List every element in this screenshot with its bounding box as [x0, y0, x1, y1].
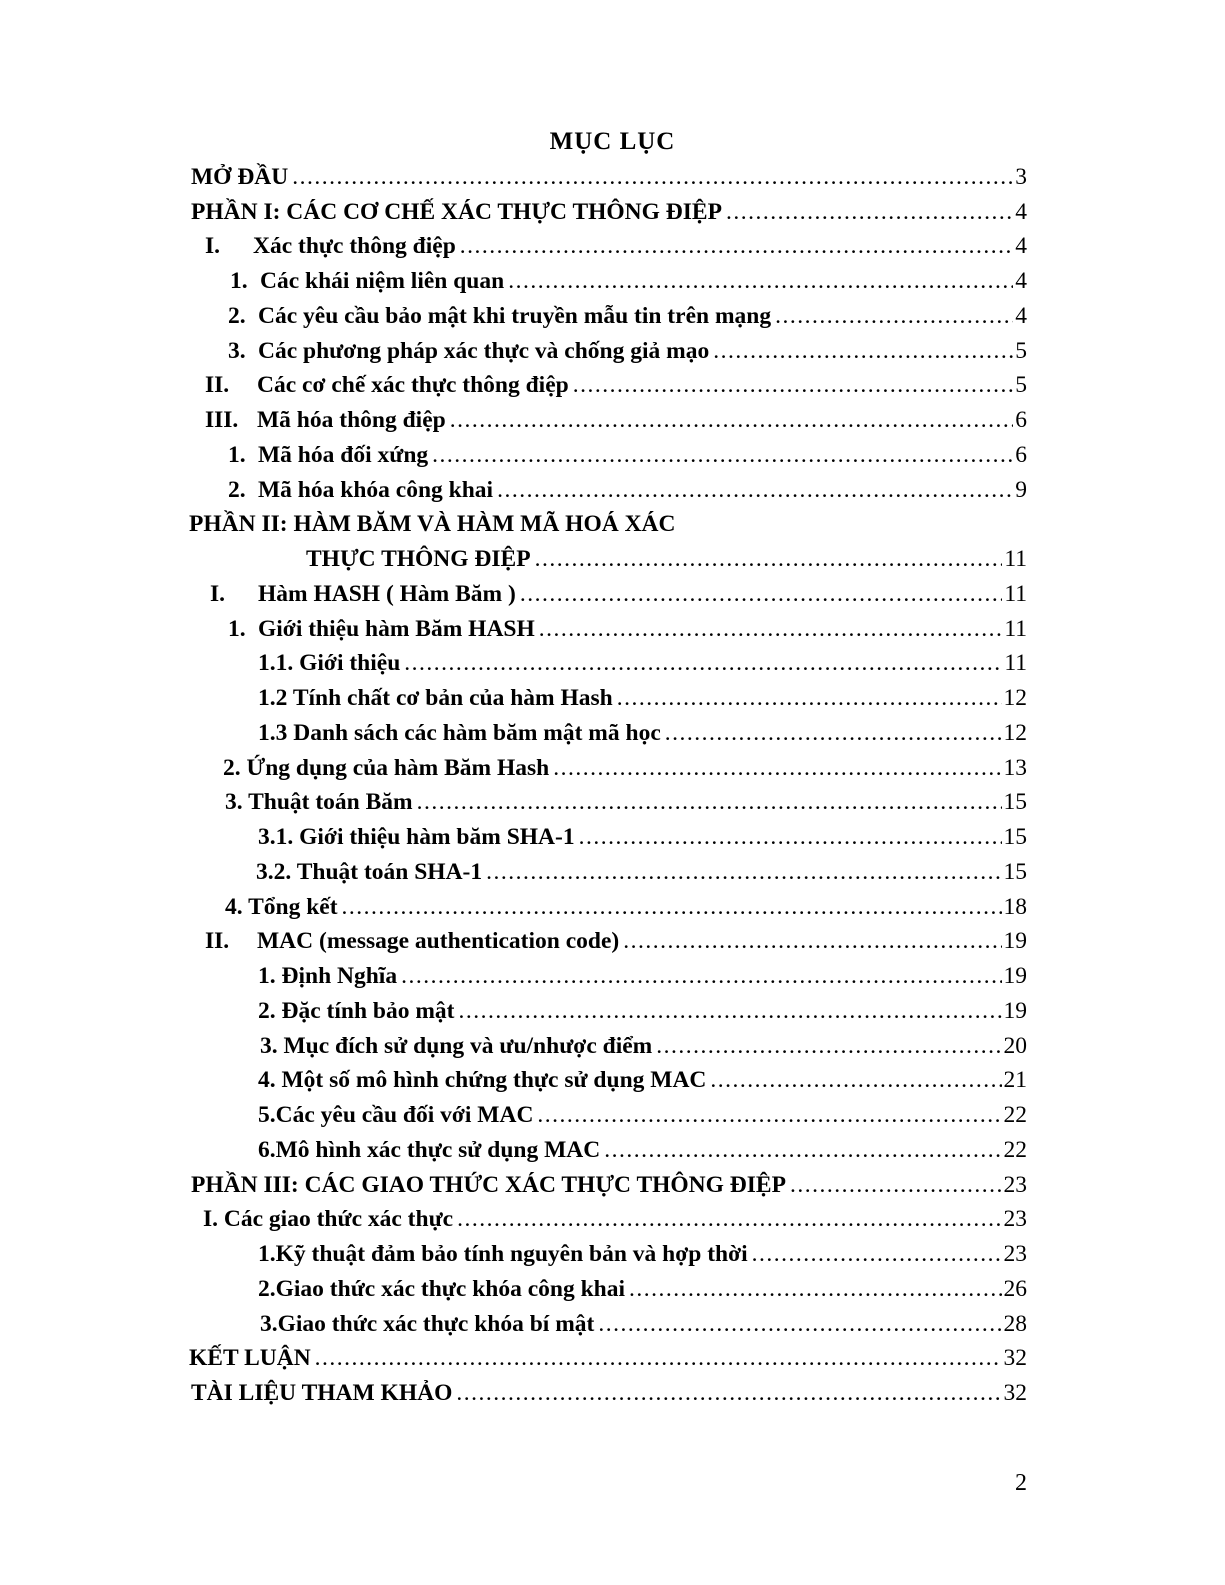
- toc-entry-text: Giới thiệu hàm Băm HASH: [258, 615, 535, 642]
- toc-entry-label: [258, 963, 397, 990]
- toc-entry-number: I.: [210, 580, 226, 607]
- toc-entry-label: [260, 1033, 652, 1060]
- toc-entry-label: [191, 199, 722, 226]
- toc-entry-page: 4: [1015, 302, 1027, 329]
- toc-entry-page: 18: [1003, 893, 1027, 920]
- toc-entry[interactable]: [0, 1237, 1225, 1272]
- toc-entry[interactable]: [0, 647, 1225, 682]
- toc-dot-leader: [617, 685, 1002, 712]
- toc-entry-label: [225, 894, 338, 921]
- toc-entry-label: [258, 650, 400, 677]
- toc-entry-page: 4: [1015, 233, 1027, 260]
- toc-entry-label: [203, 1206, 453, 1233]
- toc-dot-leader: [401, 963, 1001, 990]
- toc-entry[interactable]: [0, 855, 1225, 890]
- toc-entry[interactable]: [0, 264, 1225, 299]
- toc-dot-leader: [656, 1033, 1001, 1060]
- toc-entry[interactable]: [0, 820, 1225, 855]
- toc-entry-text: Các cơ chế xác thực thông điệp: [257, 372, 569, 399]
- toc-dot-leader: [623, 928, 1001, 955]
- toc-entry-text: KẾT LUẬN: [189, 1345, 311, 1372]
- toc-entry-text: 3.2. Thuật toán SHA-1: [256, 858, 483, 885]
- toc-entry-page: 12: [1003, 685, 1027, 712]
- toc-entry[interactable]: [0, 334, 1225, 369]
- toc-entry-page: 9: [1015, 476, 1027, 503]
- toc-entry-page: 5: [1015, 372, 1027, 399]
- toc-entry-page: 13: [1003, 754, 1027, 781]
- toc-entry-label: [191, 164, 288, 191]
- toc-entry[interactable]: [0, 230, 1225, 265]
- toc-entry[interactable]: [0, 925, 1225, 960]
- toc-entry-page: 12: [1003, 719, 1027, 746]
- toc-entry[interactable]: [0, 542, 1225, 577]
- toc-dot-leader: [713, 338, 1013, 365]
- toc-entry[interactable]: [0, 1376, 1225, 1411]
- toc-entry-number: 2.: [228, 476, 246, 503]
- toc-dot-leader: [432, 442, 1013, 469]
- toc-entry-page: 4: [1015, 198, 1027, 225]
- toc-entry-number: 1.: [230, 268, 248, 295]
- toc-entry-number: III.: [205, 407, 239, 434]
- toc-entry[interactable]: [0, 403, 1225, 438]
- toc-entry-page: 28: [1003, 1310, 1027, 1337]
- toc-dot-leader: [537, 1102, 1001, 1129]
- toc-dot-leader: [292, 164, 1013, 191]
- toc-entry-label: [225, 789, 413, 816]
- toc-entry-page: 23: [1003, 1171, 1027, 1198]
- toc-entry-text: 2. Ứng dụng của hàm Băm Hash: [223, 754, 550, 781]
- toc-entry-label: [228, 477, 493, 504]
- toc-dot-leader: [520, 581, 1003, 608]
- toc-dot-leader: [459, 998, 1002, 1025]
- toc-entry-text: MAC (message authentication code): [257, 928, 620, 955]
- toc-entry[interactable]: [0, 1272, 1225, 1307]
- toc-entry-number: 3.: [228, 337, 246, 364]
- toc-entry-text: 3.1. Giới thiệu hàm băm SHA-1: [258, 824, 575, 851]
- toc-entry-text: PHẦN II: HÀM BĂM VÀ HÀM MÃ HOÁ XÁC: [189, 511, 676, 538]
- toc-entry-text: 1.2 Tính chất cơ bản của hàm Hash: [258, 685, 613, 712]
- toc-entry-number: I.: [205, 233, 221, 260]
- toc-dot-leader: [315, 1345, 1002, 1372]
- toc-entry-page: 21: [1003, 1067, 1027, 1094]
- toc-dot-leader: [629, 1276, 1001, 1303]
- toc-dot-leader: [457, 1206, 1001, 1233]
- toc-entry-text: PHẦN III: CÁC GIAO THỨC XÁC THỰC THÔNG ĐIỆP: [191, 1171, 786, 1198]
- toc-dot-leader: [752, 1241, 1002, 1268]
- toc-entry-text: MỞ ĐẦU: [191, 163, 289, 190]
- toc-dot-leader: [726, 199, 1013, 226]
- toc-entry-label: [205, 928, 619, 955]
- toc-entry-text: 3.Giao thức xác thực khóa bí mật: [260, 1310, 595, 1337]
- toc-entry-text: 4. Một số mô hình chứng thực sử dụng MAC: [258, 1067, 707, 1094]
- toc-dot-leader: [497, 477, 1013, 504]
- toc-dot-leader: [460, 233, 1013, 260]
- toc-entry-label: [189, 1345, 311, 1372]
- page-number: 2: [1015, 1470, 1027, 1496]
- toc-entry-label: [228, 303, 771, 330]
- toc-entry-page: 20: [1003, 1032, 1027, 1059]
- toc-entry-label: [258, 1276, 625, 1303]
- toc-entry-label: [258, 720, 661, 747]
- toc-entry-page: 32: [1003, 1345, 1027, 1372]
- toc-entry-page: 5: [1015, 337, 1027, 364]
- toc-entry-label: [258, 1137, 600, 1164]
- toc-entry-number: 2.: [228, 302, 246, 329]
- toc-entry-text: 1.1. Giới thiệu: [258, 650, 401, 677]
- toc-entry-label: [205, 233, 456, 260]
- toc-dot-leader: [573, 372, 1014, 399]
- toc-entry[interactable]: [0, 716, 1225, 751]
- toc-entry-page: 23: [1003, 1206, 1027, 1233]
- toc-dot-leader: [598, 1311, 1001, 1338]
- toc-dot-leader: [790, 1172, 1002, 1199]
- toc-entry[interactable]: [0, 1203, 1225, 1238]
- toc-entry-label: [258, 685, 613, 712]
- toc-dot-leader: [417, 789, 1002, 816]
- toc-entry-text: 1.3 Danh sách các hàm băm mật mã học: [258, 719, 661, 746]
- toc-entry-page: 11: [1004, 546, 1027, 573]
- toc-dot-leader: [404, 650, 1002, 677]
- toc-entry-label: [258, 1102, 533, 1129]
- toc-entry-page: 15: [1003, 789, 1027, 816]
- toc-entry-page: 4: [1015, 268, 1027, 295]
- toc-entry[interactable]: [0, 959, 1225, 994]
- toc-entry-page: 26: [1003, 1275, 1027, 1302]
- toc-entry-label: [191, 1380, 452, 1407]
- toc-entry-text: 5.Các yêu cầu đối với MAC: [258, 1102, 534, 1129]
- toc-entry[interactable]: [0, 681, 1225, 716]
- toc-entry-label: [223, 755, 549, 782]
- toc-entry-text: Các yêu cầu bảo mật khi truyền mẫu tin trên mạng: [258, 302, 772, 329]
- toc-entry-text: Hàm HASH ( Hàm Băm ): [258, 580, 516, 607]
- toc-entry[interactable]: [0, 160, 1225, 195]
- toc-entry-label: [260, 1311, 594, 1338]
- toc-dot-leader: [508, 268, 1013, 295]
- toc-entry-label: [228, 442, 428, 469]
- toc-entry[interactable]: [0, 473, 1225, 508]
- toc-entry-page: 3: [1015, 163, 1027, 190]
- toc-entry[interactable]: [0, 299, 1225, 334]
- toc-entry-page: 15: [1003, 824, 1027, 851]
- toc-entry-label: [258, 1067, 706, 1094]
- toc-dot-leader: [665, 720, 1002, 747]
- toc-entry-label: [306, 546, 531, 573]
- toc-entry-text: TÀI LIỆU THAM KHẢO: [191, 1380, 453, 1407]
- toc-entry[interactable]: [0, 1168, 1225, 1203]
- toc-entry-page: 6: [1015, 441, 1027, 468]
- toc-entry[interactable]: [0, 438, 1225, 473]
- toc-entry-label: [258, 1241, 748, 1268]
- toc-entry-label: [191, 1172, 786, 1199]
- toc-entry-page: 19: [1003, 928, 1027, 955]
- toc-entry[interactable]: [0, 994, 1225, 1029]
- toc-entry-label: [228, 616, 535, 643]
- toc-entry-text: 2.Giao thức xác thực khóa công khai: [258, 1275, 626, 1302]
- toc-entry-text: 4. Tổng kết: [225, 893, 338, 920]
- toc-entry[interactable]: [0, 1307, 1225, 1342]
- toc-entry-number: 1.: [228, 441, 246, 468]
- toc-entry-text: PHẦN I: CÁC CƠ CHẾ XÁC THỰC THÔNG ĐIỆP: [191, 198, 722, 225]
- toc-entry[interactable]: [0, 195, 1225, 230]
- toc-entry-text: Mã hóa thông điệp: [257, 407, 446, 434]
- toc-entry[interactable]: [0, 890, 1225, 925]
- toc-entry[interactable]: [0, 577, 1225, 612]
- toc-dot-leader: [342, 894, 1002, 921]
- toc-dot-leader: [450, 407, 1014, 434]
- toc-entry-text: I. Các giao thức xác thực: [203, 1206, 454, 1233]
- toc-entry-label: [210, 581, 516, 608]
- toc-entry[interactable]: [0, 1133, 1225, 1168]
- toc-dot-leader: [456, 1380, 1001, 1407]
- toc-entry-text: 2. Đặc tính bảo mật: [258, 997, 455, 1024]
- toc-entry-number: II.: [205, 928, 230, 955]
- toc-entry-text: Các phương pháp xác thực và chống giả mạo: [258, 337, 710, 364]
- toc-entry[interactable]: [0, 1064, 1225, 1099]
- toc-entry[interactable]: [0, 612, 1225, 647]
- toc-entry-page: 11: [1004, 650, 1027, 677]
- toc-entry-label: [230, 268, 504, 295]
- toc-entry[interactable]: [0, 369, 1225, 404]
- toc-entry-page: 11: [1004, 580, 1027, 607]
- toc-entry-text: THỰC THÔNG ĐIỆP: [306, 546, 531, 573]
- toc-entry[interactable]: [0, 786, 1225, 821]
- toc-entry-text: Các khái niệm liên quan: [260, 268, 505, 295]
- toc-dot-leader: [579, 824, 1002, 851]
- toc-dot-leader: [710, 1067, 1001, 1094]
- toc-entry-text: 1.Kỹ thuật đảm bảo tính nguyên bản và hợp thời: [258, 1241, 748, 1268]
- toc-entry-text: 6.Mô hình xác thực sử dụng MAC: [258, 1136, 601, 1163]
- toc-entry[interactable]: [0, 1029, 1225, 1064]
- toc-entry[interactable]: [0, 751, 1225, 786]
- toc-entry-text: Mã hóa đối xứng: [258, 441, 429, 468]
- toc-entry-page: 6: [1015, 407, 1027, 434]
- toc-entry-label: [228, 338, 709, 365]
- toc-entry-label: [205, 407, 446, 434]
- toc-dot-leader: [486, 859, 1001, 886]
- toc-entry-page: 32: [1003, 1380, 1027, 1407]
- toc-entry-label: [189, 511, 676, 538]
- toc-entry-text: Xác thực thông điệp: [253, 233, 456, 260]
- toc-dot-leader: [604, 1137, 1001, 1164]
- toc-title: MỤC LỤC: [549, 128, 676, 155]
- toc-entry[interactable]: [0, 1342, 1225, 1377]
- toc-entry-page: 22: [1003, 1102, 1027, 1129]
- toc-entry-label: [258, 824, 575, 851]
- toc-dot-leader: [535, 546, 1003, 573]
- toc-entry-text: 1. Định Nghĩa: [258, 963, 398, 990]
- toc-entry-text: 3. Mục đích sử dụng và ưu/nhược điểm: [260, 1032, 653, 1059]
- toc-entry[interactable]: [0, 508, 1225, 543]
- toc-entry-page: 22: [1003, 1136, 1027, 1163]
- toc-entry-page: 19: [1003, 963, 1027, 990]
- toc-entry-label: [258, 998, 455, 1025]
- toc-entry-label: [256, 859, 482, 886]
- toc-entry-page: 23: [1003, 1241, 1027, 1268]
- toc-dot-leader: [539, 616, 1003, 643]
- toc-entry-number: 1.: [228, 615, 246, 642]
- toc-entry-page: 19: [1003, 997, 1027, 1024]
- toc-entry[interactable]: [0, 1098, 1225, 1133]
- toc-entry-page: 15: [1003, 858, 1027, 885]
- toc-entry-text: Mã hóa khóa công khai: [258, 476, 494, 503]
- toc-entry-label: [205, 372, 569, 399]
- toc-list: [0, 160, 1225, 1411]
- toc-dot-leader: [553, 755, 1001, 782]
- toc-entry-number: II.: [205, 372, 230, 399]
- toc-entry-page: 11: [1004, 615, 1027, 642]
- toc-entry-text: 3. Thuật toán Băm: [225, 789, 413, 816]
- toc-dot-leader: [775, 303, 1013, 330]
